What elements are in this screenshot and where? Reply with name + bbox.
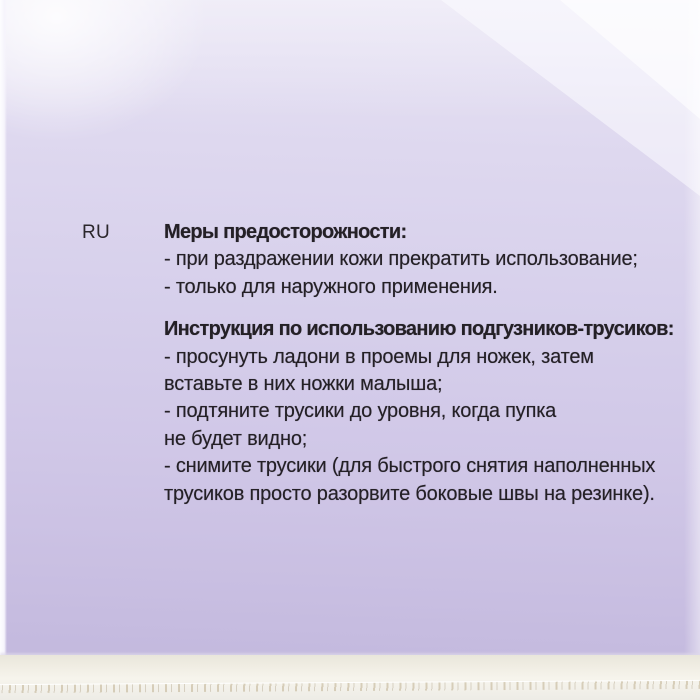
precautions-line: - только для наружного применения. [164, 275, 498, 298]
instruction-line: - подтяните трусики до уровня, когда пупка [164, 400, 557, 423]
instruction-line: вставьте в них ножки малыша; [164, 373, 443, 396]
usage-instructions-section [164, 316, 700, 508]
instruction-line: - просунуть ладони в проемы для ножек, затем [164, 345, 594, 368]
instruction-line: - снимите трусики (для быстрого снятия наполненных [164, 455, 656, 478]
instructions-text-block [164, 219, 700, 508]
bottom-table-edge [0, 655, 700, 700]
precautions-section [164, 219, 700, 301]
language-label: RU [82, 222, 111, 243]
precautions-heading: Меры предосторожности: [164, 221, 407, 243]
left-bag-edge [0, 0, 7, 690]
precautions-line: - при раздражении кожи прекратить использование; [164, 248, 638, 271]
instruction-line: трусиков просто разорвите боковые швы на резинке). [164, 482, 655, 505]
usage-instructions-heading: Инструкция по использованию подгузников-трусиков: [164, 318, 674, 341]
instruction-line: не будет видно; [164, 427, 308, 450]
top-left-glare-highlight [0, 0, 230, 160]
